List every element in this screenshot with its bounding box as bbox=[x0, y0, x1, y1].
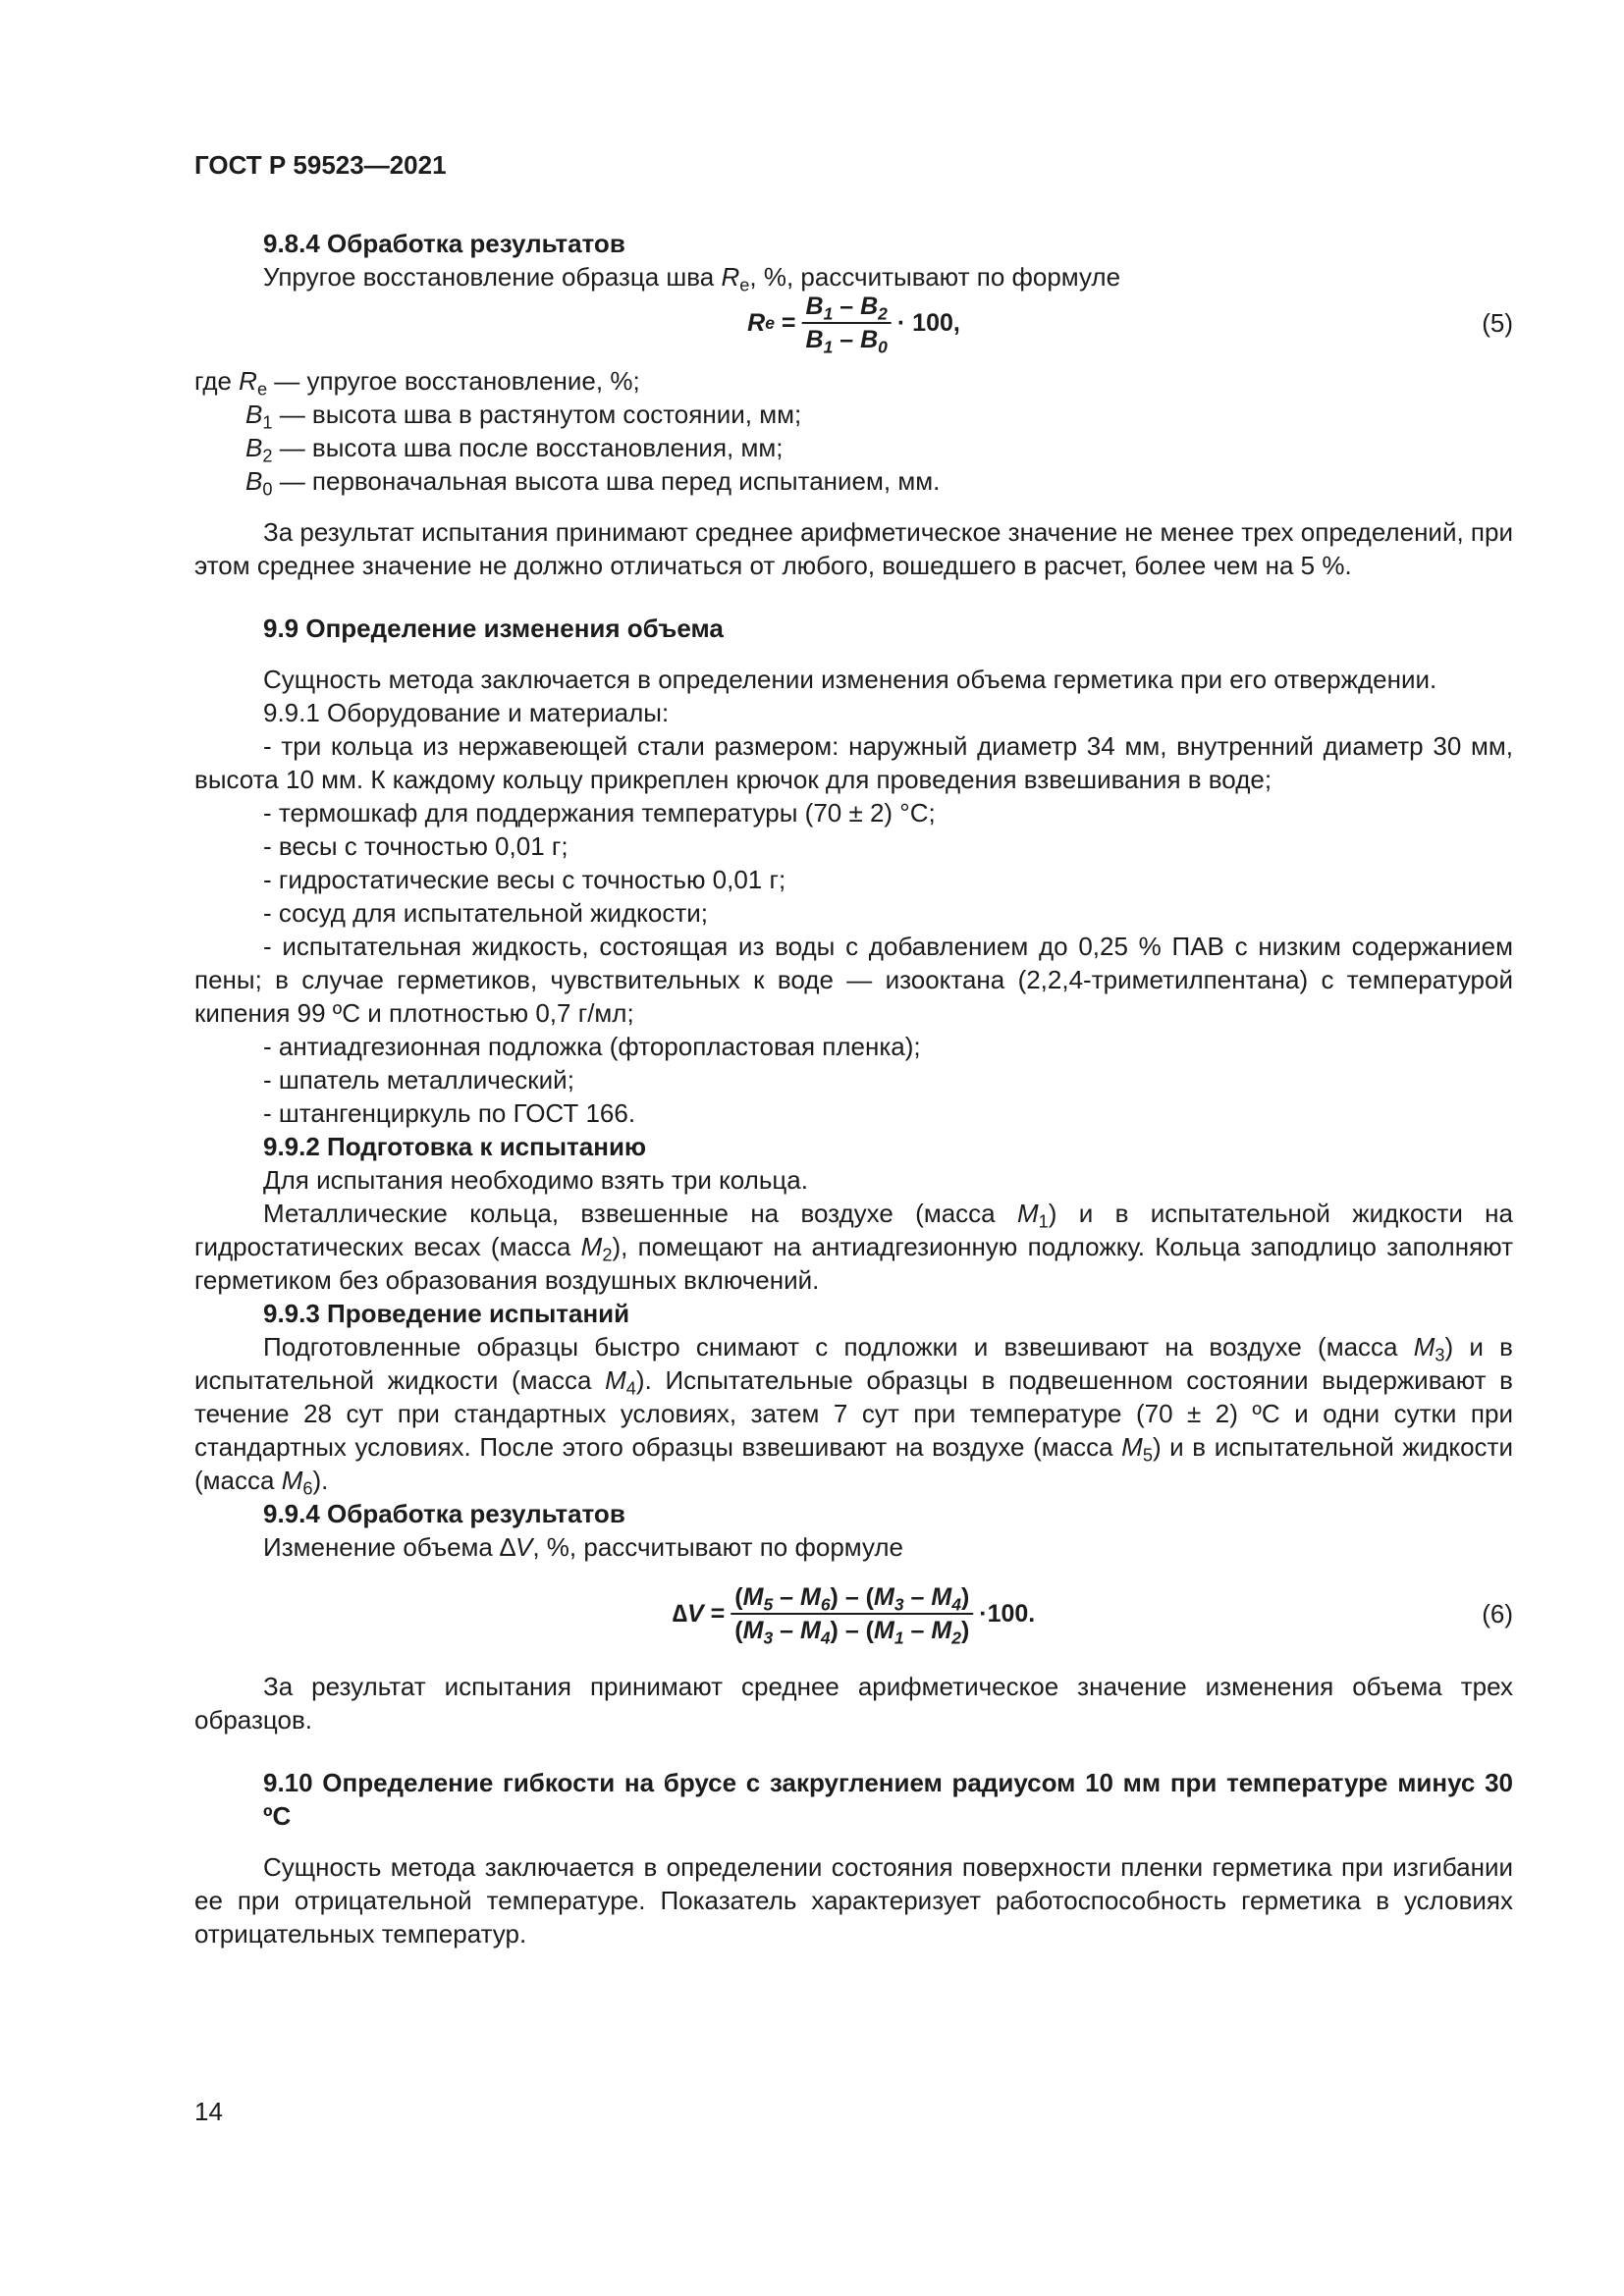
heading-9-9-4: 9.9.4 Обработка результатов bbox=[263, 1499, 625, 1528]
equipment-item: - сосуд для испытательной жидкости; bbox=[263, 898, 708, 928]
heading-9-9-1: 9.9.1 Оборудование и материалы: bbox=[263, 698, 670, 727]
formula-5-number: (5) bbox=[1482, 308, 1513, 338]
paragraph-volume-change-intro: Изменение объема ∆V, %, рассчитывают по формуле bbox=[263, 1532, 904, 1562]
equipment-item: - шпатель металлический; bbox=[263, 1065, 574, 1095]
where-item-re: где $R_e$ — упругое восстановление, %; bbox=[194, 366, 640, 400]
formula-6: ∆ V = $\frac{(M_5 - M_6) - (M_3 - M_4)}{(M_3 - M_4) - (M_1 - M_2)}$ ·100. bbox=[672, 1583, 1036, 1648]
heading-9-9: 9.9 Определение изменения объема bbox=[263, 614, 724, 643]
paragraph-prep-rings: Для испытания необходимо взять три кольца. bbox=[263, 1165, 808, 1195]
equipment-item: - гидростатические весы с точностью 0,01 г; bbox=[263, 865, 786, 894]
equipment-item: - штангенциркуль по ГОСТ 166. bbox=[263, 1098, 636, 1128]
heading-9-9-3: 9.9.3 Проведение испытаний bbox=[263, 1299, 630, 1328]
paragraph-test-procedure: Подготовленные образцы быстро снимают с подложки и взвешивают на воздухе (масса $M_3$) и в испытательной жидкости (масса $M_4$). Испытательные образцы в подвешенном состоянии выдерживают в течение 28 сут при стандартных условиях, затем 7 сут при температуре (70 ± 2) ºС и одни сутки при стандартных условиях. После этого образцы взвешивают на воздухе (масса $M_5$) и в испытательной жидкости (масса $M_6$). bbox=[194, 1332, 1513, 1499]
where-item-b1: $B_1$ — высота шва в растянутом состоянии, мм; bbox=[245, 400, 802, 433]
formula-5-row bbox=[194, 293, 1513, 357]
paragraph-result-9-9: За результат испытания принимают среднее арифметическое значение изменения объема трех образцов. bbox=[194, 1672, 1513, 1735]
equipment-item: - термошкаф для поддержания температуры (70 ± 2) °С; bbox=[263, 798, 936, 828]
formula-6-fraction: $\frac{(M_5 - M_6) - (M_3 - M_4)}{(M_3 - M_4) - (M_1 - M_2)}$ bbox=[731, 1583, 973, 1644]
equipment-item: - антиадгезионная подложка (фторопластовая пленка); bbox=[263, 1032, 921, 1061]
where-item-b0: $B_0$ — первоначальная высота шва перед испытанием, мм. bbox=[245, 466, 941, 500]
heading-9-8-4: 9.8.4 Обработка результатов bbox=[263, 229, 625, 258]
equipment-item: - испытательная жидкость, состоящая из воды с добавлением до 0,25 % ПАВ с низким содержанием пены; в случае герметиков, чувствительных к воде — изооктана (2,2,4-триметилпентана) с температурой кипения 99 ºС и плотностью 0,7 г/мл; bbox=[194, 932, 1513, 1028]
formula-5: R e = $\frac{B_1 - B_2}{B_1 - B_0}$ · 100, bbox=[747, 293, 960, 357]
heading-9-10: 9.10 Определение гибкости на брусе с закруглением радиусом 10 мм при температуре минус 30 ºС bbox=[263, 1768, 1513, 1831]
paragraph-prep-weighing: Металлические кольца, взвешенные на воздухе (масса $M_1$) и в испытательной жидкости на гидростатических весах (масса $M_2$), помещают на антиадгезионную подложку. Кольца заподлицо заполняют герметиком без образования воздушных включений. bbox=[194, 1199, 1513, 1295]
page-content bbox=[194, 227, 1513, 1950]
where-item-b2: $B_2$ — высота шва после восстановления, мм; bbox=[245, 433, 784, 466]
equipment-item: - три кольца из нержавеющей стали размером: наружный диаметр 34 мм, внутренний диаметр 30 мм, высота 10 мм. К каждому кольцу прикреплен крючок для проведения взвешивания в воде; bbox=[194, 731, 1513, 794]
formula-5-fraction: $\frac{B_1 - B_2}{B_1 - B_0}$ bbox=[802, 293, 892, 353]
page-number: 14 bbox=[194, 2097, 223, 2126]
formula-6-row bbox=[194, 1575, 1513, 1652]
paragraph-method-essence-9-10: Сущность метода заключается в определении состояния поверхности пленки герметика при изгибании ее при отрицательной температуре. Показатель характеризует работоспособность герметика в условиях отрицательных температур. bbox=[194, 1852, 1513, 1949]
paragraph-method-essence-9-9: Сущность метода заключается в определении изменения объема герметика при его отверждении. bbox=[263, 665, 1437, 694]
paragraph-elastic-recovery-intro: Упругое восстановление образца шва $R_e$, %, рассчитывают по формуле bbox=[263, 262, 1121, 295]
paragraph-result-9-8: За результат испытания принимают среднее арифметическое значение не менее трех определений, при этом среднее значение не должно отличаться от любого, вошедшего в расчет, более чем на 5 %. bbox=[194, 517, 1513, 580]
equipment-item: - весы с точностью 0,01 г; bbox=[263, 831, 568, 861]
formula-6-number: (6) bbox=[1482, 1599, 1513, 1629]
document-code: ГОСТ Р 59523—2021 bbox=[194, 150, 447, 180]
heading-9-9-2: 9.9.2 Подготовка к испытанию bbox=[263, 1132, 647, 1161]
